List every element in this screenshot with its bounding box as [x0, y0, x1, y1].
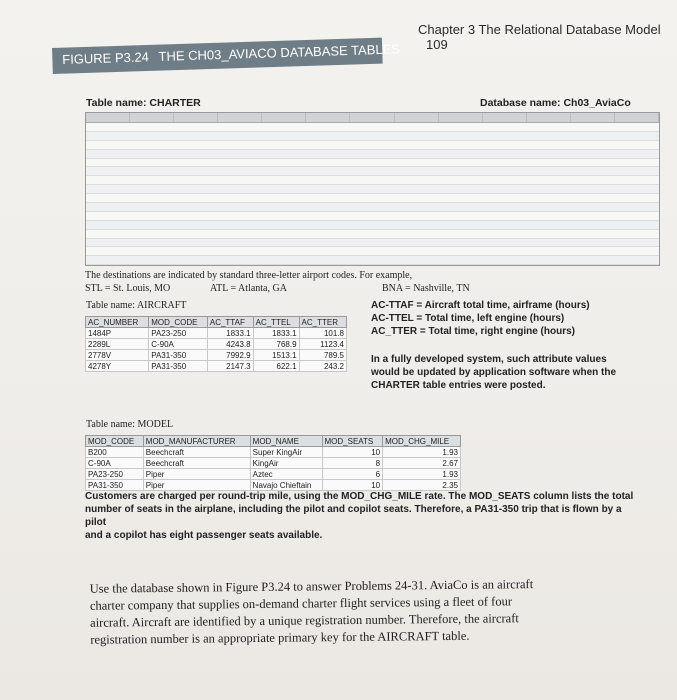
cell: PA23-250 — [86, 469, 144, 480]
cell: 2.35 — [383, 480, 461, 491]
col-header: AC_TTEL — [253, 317, 299, 328]
model-table-label: Table name: MODEL — [86, 419, 174, 430]
table-row — [86, 480, 461, 491]
definition-ttel: AC-TTEL = Total time, left engine (hours) — [371, 313, 565, 324]
cell: C-90A — [86, 458, 144, 469]
cell: PA31-350 — [149, 361, 208, 372]
cell: PA31-350 — [86, 480, 144, 491]
cell: 10 — [322, 447, 383, 458]
chapter-header — [418, 22, 677, 52]
cell: Aztec — [250, 469, 322, 480]
cell: 8 — [322, 458, 383, 469]
col-header: AC_TTER — [299, 317, 346, 328]
cell: 1123.4 — [299, 339, 346, 350]
cell: 4243.8 — [207, 339, 253, 350]
cell: Beechcraft — [143, 447, 250, 458]
note-line: would be updated by application software when the — [371, 367, 617, 378]
cell: 622.1 — [253, 361, 299, 372]
cell: 4278Y — [86, 361, 149, 372]
cell: 2.67 — [383, 458, 461, 469]
col-header: MOD_SEATS — [322, 436, 383, 447]
table-row — [86, 361, 347, 372]
model-header-row — [86, 436, 461, 447]
cell: 2147.3 — [207, 361, 253, 372]
cell: Piper — [143, 480, 250, 491]
note-line: and a copilot has eight passenger seats available. — [85, 530, 323, 541]
col-header: AC_TTAF — [207, 317, 253, 328]
cell: Super KingAir — [250, 447, 322, 458]
page-number: 109 — [426, 37, 448, 52]
cell: B200 — [86, 447, 144, 458]
cell: PA31-350 — [149, 350, 208, 361]
instruction-line: aircraft. Aircraft are identified by a unique registration number. Therefore, the aircraft — [90, 611, 519, 630]
note-line: number of seats in the airplane, including the pilot and copilot seats. Therefore, a PA31-350 trip that is flown by a pilot — [85, 504, 622, 528]
database-name-label: Database name: Ch03_AviaCo — [480, 97, 631, 109]
instruction-line: registration number is an appropriate primary key for the AIRCRAFT table. — [90, 628, 470, 647]
cell: KingAir — [250, 458, 322, 469]
col-header: MOD_CHG_MILE — [383, 436, 461, 447]
instruction-line: charter company that supplies on-demand charter flight services using a fleet of four — [89, 594, 513, 613]
airport-code-atl: ATL = Atlanta, GA — [210, 283, 287, 294]
aircraft-table-label: Table name: AIRCRAFT — [86, 300, 187, 311]
instruction-line: Use the database shown in Figure P3.24 to answer Problems 24-31. AviaCo is an aircraft — [89, 577, 534, 596]
col-header: MOD_MANUFACTURER — [143, 436, 250, 447]
airport-note-line: The destinations are indicated by standard three-letter airport codes. For example, — [85, 270, 413, 281]
cell: 6 — [322, 469, 383, 480]
cell: 101.8 — [299, 328, 346, 339]
cell: C-90A — [149, 339, 208, 350]
col-header: MOD_NAME — [250, 436, 322, 447]
problem-instructions — [90, 575, 611, 648]
cell: Piper — [143, 469, 250, 480]
cell: 243.2 — [299, 361, 346, 372]
figure-label: FIGURE P3.24 — [62, 49, 150, 67]
cell: 1.93 — [383, 469, 461, 480]
col-header: MOD_CODE — [149, 317, 208, 328]
cell: 10 — [322, 480, 383, 491]
table-row — [86, 350, 347, 361]
col-header: AC_NUMBER — [86, 317, 149, 328]
airport-code-bna: BNA = Nashville, TN — [382, 283, 470, 294]
cell: 1484P — [86, 328, 149, 339]
note-line: CHARTER table entries were posted. — [371, 380, 546, 391]
aircraft-update-note — [371, 353, 616, 392]
aircraft-table — [85, 316, 347, 372]
table-row — [86, 339, 347, 350]
note-line: In a fully developed system, such attribute values — [371, 354, 607, 365]
cell: 1833.1 — [253, 328, 299, 339]
cell: Navajo Chieftain — [250, 480, 322, 491]
cell: 2289L — [86, 339, 149, 350]
cell: 768.9 — [253, 339, 299, 350]
col-header: MOD_CODE — [86, 436, 144, 447]
cell: 789.5 — [299, 350, 346, 361]
airport-code-stl: STL = St. Louis, MO — [85, 283, 171, 294]
definition-ttaf: AC-TTAF = Aircraft total time, airframe (hours) — [371, 300, 590, 311]
charter-table-label: Table name: CHARTER — [86, 97, 201, 109]
cell: 1513.1 — [253, 350, 299, 361]
cell: PA23-250 — [149, 328, 208, 339]
cell: 1.93 — [383, 447, 461, 458]
definition-tter: AC_TTER = Total time, right engine (hours) — [371, 326, 575, 337]
charter-table-header — [86, 113, 659, 123]
customer-charge-note — [85, 490, 645, 542]
table-row — [86, 458, 461, 469]
table-row — [86, 447, 461, 458]
figure-title-text: THE CH03_AVIACO DATABASE TABLES — [158, 41, 401, 64]
cell: Beechcraft — [143, 458, 250, 469]
table-row — [86, 469, 461, 480]
model-table — [85, 435, 461, 491]
cell: 7992.9 — [207, 350, 253, 361]
cell: 1833.1 — [207, 328, 253, 339]
table-row — [86, 328, 347, 339]
chapter-title: Chapter 3 The Relational Database Model — [418, 22, 661, 37]
aircraft-header-row — [86, 317, 347, 328]
charter-table-blurred — [85, 112, 660, 266]
note-line: Customers are charged per round-trip mile, using the MOD_CHG_MILE rate. The MOD_SEATS column lists the total — [85, 491, 634, 502]
cell: 2778V — [86, 350, 149, 361]
aircraft-definitions — [371, 299, 590, 338]
